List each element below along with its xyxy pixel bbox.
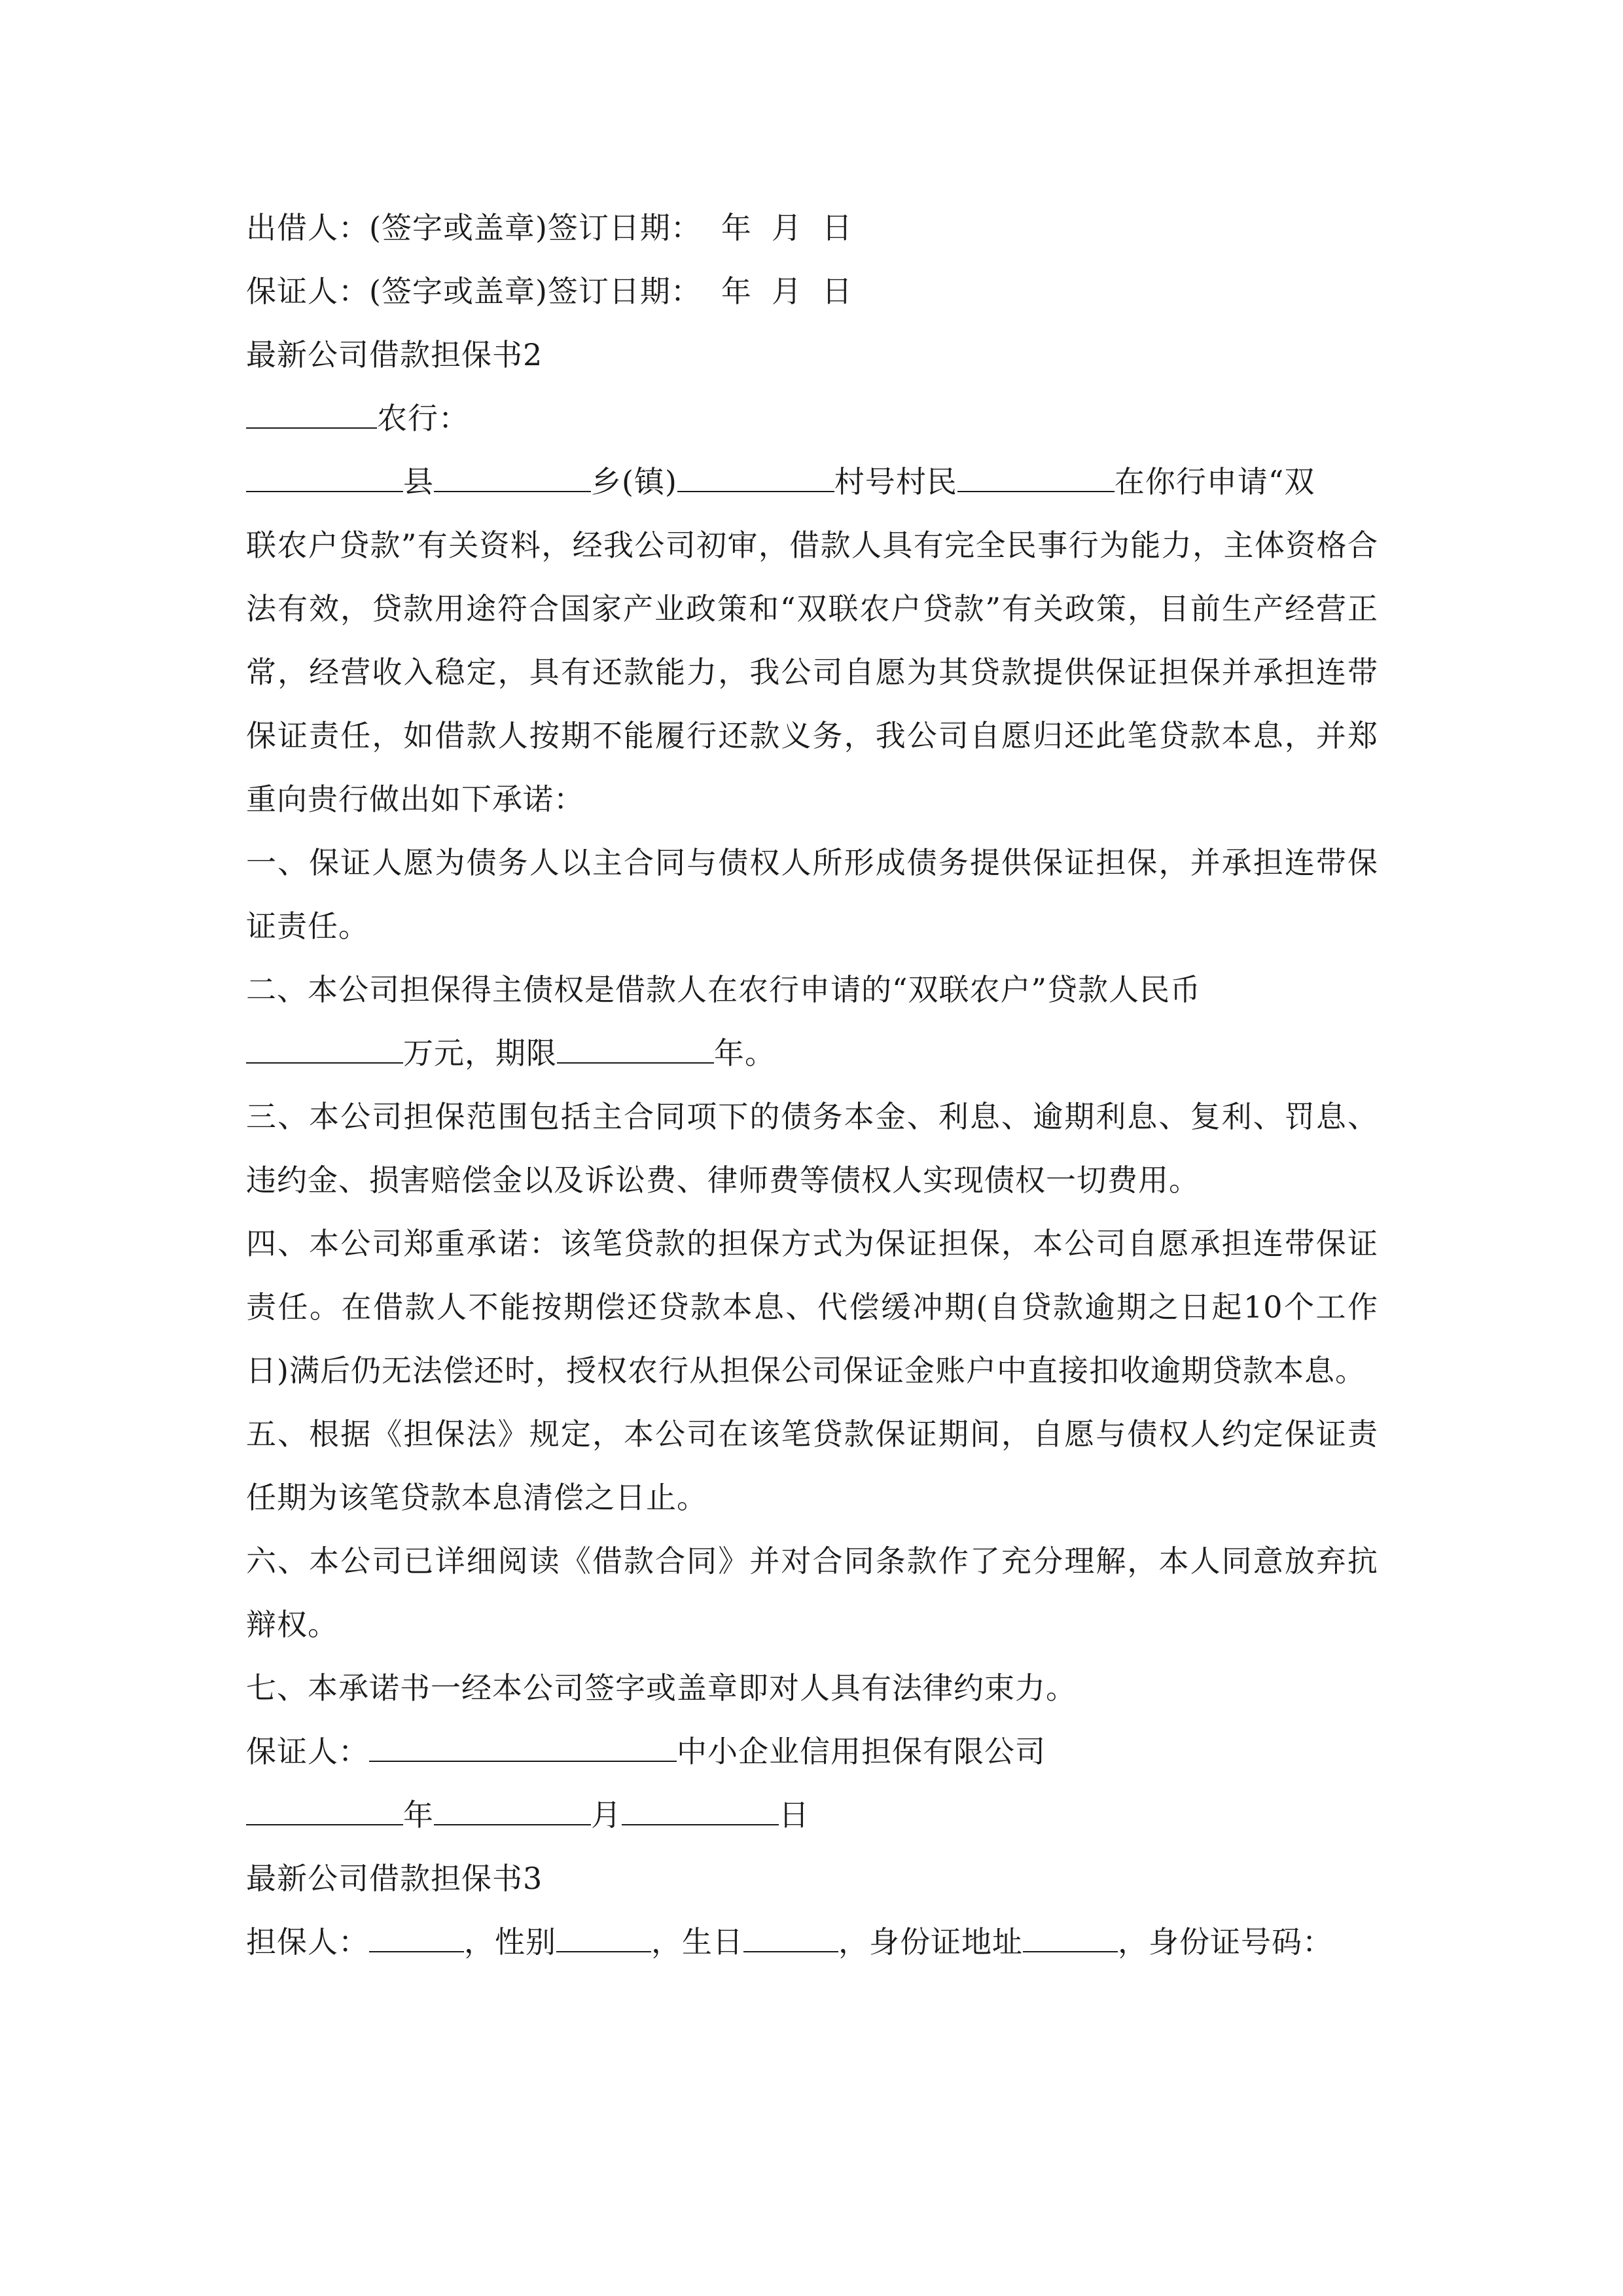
- clause-5: 五、根据《担保法》规定，本公司在该笔贷款保证期间，自愿与债权人约定保证责任期为该笔贷款本息清偿之日止。: [246, 1416, 1378, 1515]
- term-unit: 年。: [714, 1035, 776, 1071]
- lender-day: 日: [821, 210, 853, 245]
- guarantor-info-blank: [369, 1926, 464, 1952]
- clause-2-head: 二、本公司担保得主债权是借款人在农行申请的“双联农户”贷款人民币: [246, 972, 1202, 1007]
- county-label: 县: [403, 464, 434, 499]
- section-title-3: 最新公司借款担保书3: [246, 1861, 543, 1896]
- lender-signature-line: [246, 196, 1378, 260]
- birthday-label: ，生日: [651, 1924, 743, 1960]
- guarantor-month: 月: [771, 274, 802, 309]
- guarantor-signature-line: [246, 260, 1378, 323]
- clause-2-amount-line: [246, 1022, 1378, 1085]
- lender-sign-text: (签字或盖章)签订日期：: [369, 210, 702, 245]
- id-address-label: ，身份证地址: [838, 1924, 1023, 1960]
- year-blank: [246, 1799, 403, 1825]
- date-line: [246, 1784, 1378, 1847]
- guarantor-label-2: 保证人：: [246, 1734, 369, 1769]
- id-number-label: ，身份证号码：: [1118, 1924, 1333, 1960]
- amount-blank: [246, 1037, 403, 1064]
- amount-unit: 万元，期限: [403, 1035, 557, 1071]
- lender-month: 月: [771, 210, 802, 245]
- guarantor-day: 日: [821, 274, 853, 309]
- date-year: 年: [403, 1797, 434, 1833]
- birthday-blank: [743, 1926, 838, 1952]
- clause-4: 四、本公司郑重承诺：该笔贷款的担保方式为保证担保，本公司自愿承担连带保证责任。在借款人不能按期偿还贷款本息、代偿缓冲期(自贷款逾期之日起10个工作日)满后仍无法偿还时，授权农行从担保公司保证金账户中直接扣收逾期贷款本息。: [246, 1226, 1378, 1388]
- section-title-2: 最新公司借款担保书2: [246, 337, 543, 372]
- date-month: 月: [591, 1797, 622, 1833]
- guarantor-company: 中小企业信用担保有限公司: [677, 1734, 1046, 1769]
- gender-label: ，性别: [464, 1924, 556, 1960]
- village-blank: [677, 466, 834, 492]
- addressee-line: [246, 387, 1378, 450]
- guarantor-info-label: 担保人：: [246, 1924, 369, 1960]
- lender-year: 年: [721, 210, 752, 245]
- clause-6: 六、本公司已详细阅读《借款合同》并对合同条款作了充分理解，本人同意放弃抗辩权。: [246, 1543, 1378, 1642]
- addressee-suffix: 农行：: [377, 401, 469, 436]
- guarantor-company-line: [246, 1720, 1378, 1784]
- id-address-blank: [1023, 1926, 1118, 1952]
- villager-name-blank: [957, 466, 1115, 492]
- county-blank: [246, 466, 403, 492]
- month-blank: [434, 1799, 591, 1825]
- clause-1: 一、保证人愿为债务人以主合同与债权人所形成债务提供保证担保，并承担连带保证责任。: [246, 845, 1378, 944]
- intro-tail: 在你行申请“双: [1114, 464, 1315, 499]
- lender-label: 出借人：: [246, 210, 369, 245]
- bank-branch-blank: [246, 403, 377, 429]
- village-label: 村号村民: [834, 464, 957, 499]
- clause-3: 三、本公司担保范围包括主合同项下的债务本金、利息、逾期利息、复利、罚息、违约金、损害赔偿金以及诉讼费、律师费等债权人实现债权一切费用。: [246, 1099, 1378, 1198]
- term-blank: [557, 1037, 714, 1064]
- guarantor-label: 保证人：: [246, 274, 369, 309]
- date-day: 日: [779, 1797, 810, 1833]
- guarantor-name-blank: [369, 1736, 677, 1762]
- intro-first-line: [246, 450, 1378, 514]
- document-page: [246, 196, 1378, 1974]
- town-blank: [434, 466, 591, 492]
- intro-body: 联农户贷款”有关资料，经我公司初审，借款人具有完全民事行为能力，主体资格合法有效，贷款用途符合国家产业政策和“双联农户贷款”有关政策，目前生产经营正常，经营收入稳定，具有还款能力，我公司自愿为其贷款提供保证担保并承担连带保证责任，如借款人按期不能履行还款义务，我公司自愿归还此笔贷款本息，并郑重向贵行做出如下承诺：: [246, 528, 1378, 817]
- town-label: 乡(镇): [591, 464, 677, 499]
- clause-7: 七、本承诺书一经本公司签字或盖章即对人具有法律约束力。: [246, 1670, 1077, 1706]
- guarantor-year: 年: [721, 274, 752, 309]
- guarantor-info-line: [246, 1910, 1378, 1974]
- gender-blank: [556, 1926, 651, 1952]
- guarantor-sign-text: (签字或盖章)签订日期：: [369, 274, 702, 309]
- day-blank: [622, 1799, 779, 1825]
